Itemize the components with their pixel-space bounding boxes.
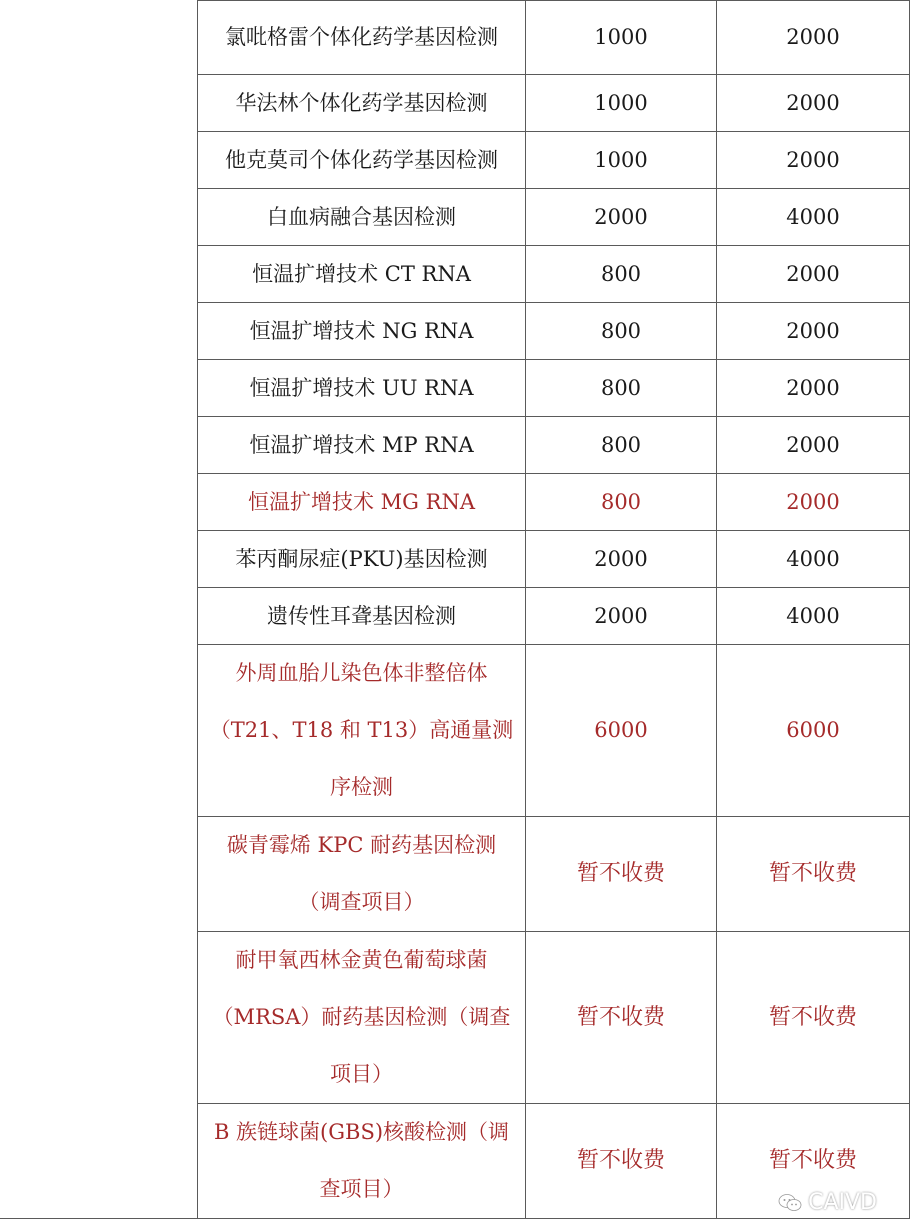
price-cell: 6000 xyxy=(717,645,910,817)
price-cell: 1000 xyxy=(526,1,717,75)
price-cell: 2000 xyxy=(526,588,717,645)
price-cell: 暂不收费 xyxy=(526,1104,717,1219)
price-cell: 800 xyxy=(526,474,717,531)
price-cell: 4000 xyxy=(717,588,910,645)
test-item-cell: 氯吡格雷个体化药学基因检测 xyxy=(198,1,526,75)
price-cell: 2000 xyxy=(717,246,910,303)
price-cell: 暂不收费 xyxy=(717,817,910,932)
price-cell: 2000 xyxy=(717,360,910,417)
test-item-cell: 碳青霉烯 KPC 耐药基因检测（调查项目） xyxy=(198,817,526,932)
watermark xyxy=(778,1190,877,1215)
test-item-cell: 恒温扩增技术 MG RNA xyxy=(198,474,526,531)
test-item-cell: 恒温扩增技术 UU RNA xyxy=(198,360,526,417)
test-item-cell: 外周血胎儿染色体非整倍体（T21、T18 和 T13）高通量测序检测 xyxy=(198,645,526,817)
price-cell: 暂不收费 xyxy=(717,932,910,1104)
test-item-cell: 苯丙酮尿症(PKU)基因检测 xyxy=(198,531,526,588)
price-cell: 800 xyxy=(526,417,717,474)
test-item-cell: B 族链球菌(GBS)核酸检测（调查项目） xyxy=(198,1104,526,1219)
test-item-cell: 恒温扩增技术 CT RNA xyxy=(198,246,526,303)
test-item-cell: 白血病融合基因检测 xyxy=(198,189,526,246)
price-cell: 2000 xyxy=(717,303,910,360)
price-cell: 暂不收费 xyxy=(717,1104,910,1219)
price-cell: 2000 xyxy=(717,132,910,189)
test-item-cell: 恒温扩增技术 MP RNA xyxy=(198,417,526,474)
watermark-label: CAIVD xyxy=(808,1190,877,1215)
price-cell: 2000 xyxy=(526,531,717,588)
test-item-cell: 恒温扩增技术 NG RNA xyxy=(198,303,526,360)
test-item-cell: 遗传性耳聋基因检测 xyxy=(198,588,526,645)
price-cell: 800 xyxy=(526,246,717,303)
price-cell: 4000 xyxy=(717,531,910,588)
price-cell: 800 xyxy=(526,303,717,360)
table-row xyxy=(0,1,910,75)
price-cell: 1000 xyxy=(526,132,717,189)
price-cell: 2000 xyxy=(717,474,910,531)
price-cell: 1000 xyxy=(526,75,717,132)
category-cell xyxy=(0,1,198,1219)
price-cell: 暂不收费 xyxy=(526,932,717,1104)
price-cell: 800 xyxy=(526,360,717,417)
price-cell: 2000 xyxy=(717,1,910,75)
test-item-cell: 耐甲氧西林金黄色葡萄球菌（MRSA）耐药基因检测（调查项目） xyxy=(198,932,526,1104)
price-cell: 4000 xyxy=(717,189,910,246)
price-cell: 2000 xyxy=(526,189,717,246)
price-cell: 6000 xyxy=(526,645,717,817)
price-cell: 2000 xyxy=(717,417,910,474)
price-cell: 暂不收费 xyxy=(526,817,717,932)
test-item-cell: 华法林个体化药学基因检测 xyxy=(198,75,526,132)
test-item-cell: 他克莫司个体化药学基因检测 xyxy=(198,132,526,189)
wechat-icon xyxy=(778,1193,802,1213)
price-cell: 2000 xyxy=(717,75,910,132)
